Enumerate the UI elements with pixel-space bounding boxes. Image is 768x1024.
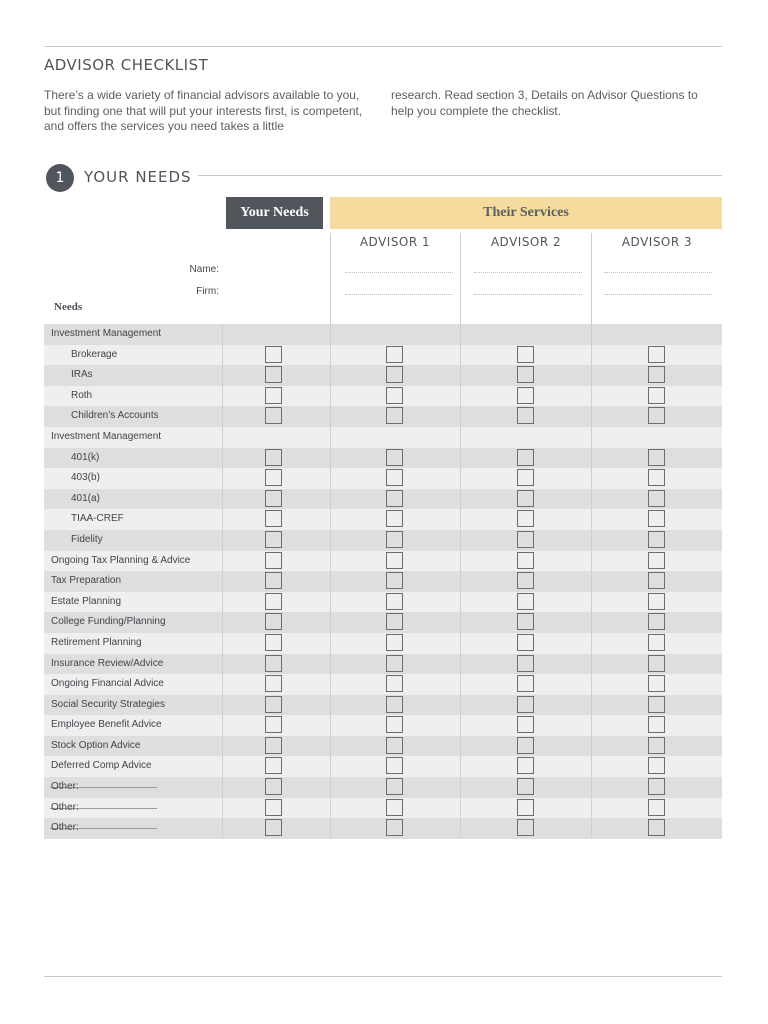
- your-needs-checkbox[interactable]: [265, 469, 282, 486]
- section-divider: [198, 175, 722, 176]
- advisor-1-checkbox[interactable]: [386, 696, 403, 713]
- table-row: [44, 736, 722, 757]
- row-label: Other:: [51, 822, 79, 834]
- name-label: Name:: [189, 264, 219, 275]
- table-row: [44, 386, 722, 407]
- your-needs-checkbox[interactable]: [265, 675, 282, 692]
- row-label: Other:: [51, 781, 79, 793]
- table-row: [44, 818, 722, 839]
- advisor-1-checkbox[interactable]: [386, 531, 403, 548]
- advisor-1-checkbox[interactable]: [386, 346, 403, 363]
- advisor-1-checkbox[interactable]: [386, 819, 403, 836]
- advisor-1-name-field[interactable]: [345, 272, 453, 273]
- your-needs-checkbox[interactable]: [265, 655, 282, 672]
- table-row: [44, 612, 722, 633]
- table-row: [44, 468, 722, 489]
- advisor-2-checkbox[interactable]: [517, 757, 534, 774]
- section-number-badge: 1: [46, 164, 74, 192]
- advisor-2-firm-field[interactable]: [474, 294, 582, 295]
- row-label: 401(a): [71, 492, 100, 504]
- advisor-2-checkbox[interactable]: [517, 469, 534, 486]
- advisor-3-checkbox[interactable]: [648, 675, 665, 692]
- your-needs-checkbox[interactable]: [265, 407, 282, 424]
- row-label: Insurance Review/Advice: [51, 657, 164, 669]
- advisor-3-checkbox[interactable]: [648, 593, 665, 610]
- advisor-2-checkbox[interactable]: [517, 675, 534, 692]
- row-label: Investment Management: [51, 430, 162, 442]
- advisor-2-checkbox[interactable]: [517, 593, 534, 610]
- row-label: College Funding/Planning: [51, 616, 166, 628]
- your-needs-checkbox[interactable]: [265, 613, 282, 630]
- advisor-1-checkbox[interactable]: [386, 572, 403, 589]
- top-rule: [44, 46, 722, 47]
- your-needs-checkbox[interactable]: [265, 531, 282, 548]
- column-divider: [222, 324, 223, 838]
- advisor-1-checkbox[interactable]: [386, 552, 403, 569]
- row-label: IRAs: [71, 369, 93, 381]
- their-services-header: Their Services: [330, 197, 722, 229]
- advisor-2-checkbox[interactable]: [517, 799, 534, 816]
- table-row: [44, 633, 722, 654]
- your-needs-checkbox[interactable]: [265, 778, 282, 795]
- advisor-3-checkbox[interactable]: [648, 572, 665, 589]
- row-label: Retirement Planning: [51, 636, 142, 648]
- row-label: Ongoing Financial Advice: [51, 678, 164, 690]
- row-label: 403(b): [71, 472, 100, 484]
- advisor-2-label: ADVISOR 2: [490, 235, 562, 249]
- advisor-3-checkbox[interactable]: [648, 613, 665, 630]
- advisor-2-checkbox[interactable]: [517, 572, 534, 589]
- row-label: Deferred Comp Advice: [51, 760, 152, 772]
- advisor-3-checkbox[interactable]: [648, 737, 665, 754]
- advisor-1-checkbox[interactable]: [386, 449, 403, 466]
- advisor-3-checkbox[interactable]: [648, 366, 665, 383]
- advisor-1-checkbox[interactable]: [386, 469, 403, 486]
- advisor-2-checkbox[interactable]: [517, 737, 534, 754]
- row-label: Fidelity: [71, 533, 103, 545]
- table-row: [44, 592, 722, 613]
- table-row: [44, 715, 722, 736]
- advisor-2-checkbox[interactable]: [517, 490, 534, 507]
- table-row: [44, 695, 722, 716]
- advisor-1-checkbox[interactable]: [386, 655, 403, 672]
- advisor-3-checkbox[interactable]: [648, 655, 665, 672]
- row-label: Roth: [71, 389, 93, 401]
- advisor-1-checkbox[interactable]: [386, 778, 403, 795]
- your-needs-checkbox[interactable]: [265, 799, 282, 816]
- your-needs-checkbox[interactable]: [265, 387, 282, 404]
- row-label: TIAA-CREF: [71, 513, 124, 525]
- advisor-2-checkbox[interactable]: [517, 552, 534, 569]
- advisor-2-name-field[interactable]: [474, 272, 582, 273]
- advisor-3-checkbox[interactable]: [648, 634, 665, 651]
- table-row: [44, 530, 722, 551]
- row-label: Children’s Accounts: [71, 410, 159, 422]
- table-row: [44, 798, 722, 819]
- advisor-1-label: ADVISOR 1: [359, 235, 431, 249]
- advisor-2-checkbox[interactable]: [517, 407, 534, 424]
- table-row: [44, 509, 722, 530]
- your-needs-checkbox[interactable]: [265, 819, 282, 836]
- advisor-1-checkbox[interactable]: [386, 675, 403, 692]
- table-row: [44, 551, 722, 572]
- row-label: Brokerage: [71, 348, 118, 360]
- table-row: [44, 406, 722, 427]
- section-title: YOUR NEEDS: [84, 168, 192, 186]
- row-label: Tax Preparation: [51, 575, 122, 587]
- row-label: 401(k): [71, 451, 100, 463]
- row-label: Investment Management: [51, 328, 162, 339]
- table-row: [44, 777, 722, 798]
- table-row: [44, 324, 722, 345]
- advisor-2-checkbox[interactable]: [517, 449, 534, 466]
- your-needs-checkbox[interactable]: [265, 449, 282, 466]
- advisor-3-checkbox[interactable]: [648, 407, 665, 424]
- advisor-3-checkbox[interactable]: [648, 531, 665, 548]
- row-label: Ongoing Tax Planning & Advice: [51, 554, 191, 566]
- table-row: [44, 674, 722, 695]
- advisor-1-firm-field[interactable]: [345, 294, 453, 295]
- table-row: [44, 448, 722, 469]
- row-label: Estate Planning: [51, 595, 122, 607]
- advisor-1-checkbox[interactable]: [386, 366, 403, 383]
- advisor-3-checkbox[interactable]: [648, 387, 665, 404]
- your-needs-checkbox[interactable]: [265, 552, 282, 569]
- table-row: [44, 345, 722, 366]
- advisor-2-checkbox[interactable]: [517, 510, 534, 527]
- advisor-2-checkbox[interactable]: [517, 655, 534, 672]
- advisor-1-checkbox[interactable]: [386, 407, 403, 424]
- advisor-1-checkbox[interactable]: [386, 387, 403, 404]
- advisor-2-checkbox[interactable]: [517, 387, 534, 404]
- your-needs-header: Your Needs: [226, 197, 323, 229]
- your-needs-checkbox[interactable]: [265, 510, 282, 527]
- advisor-2-checkbox[interactable]: [517, 778, 534, 795]
- advisor-2-checkbox[interactable]: [517, 819, 534, 836]
- your-needs-checkbox[interactable]: [265, 757, 282, 774]
- row-label: Stock Option Advice: [51, 739, 141, 751]
- advisor-3-checkbox[interactable]: [648, 449, 665, 466]
- table-row: [44, 756, 722, 777]
- advisor-3-checkbox[interactable]: [648, 819, 665, 836]
- row-label: Social Security Strategies: [51, 698, 165, 710]
- advisor-3-checkbox[interactable]: [648, 799, 665, 816]
- your-needs-checkbox[interactable]: [265, 634, 282, 651]
- table-row: [44, 365, 722, 386]
- advisor-3-checkbox[interactable]: [648, 757, 665, 774]
- your-needs-checkbox[interactable]: [265, 696, 282, 713]
- advisor-2-checkbox[interactable]: [517, 613, 534, 630]
- advisor-2-checkbox[interactable]: [517, 634, 534, 651]
- bottom-rule: [44, 976, 722, 977]
- advisor-3-checkbox[interactable]: [648, 490, 665, 507]
- advisor-1-checkbox[interactable]: [386, 634, 403, 651]
- advisor-2-checkbox[interactable]: [517, 531, 534, 548]
- advisor-2-checkbox[interactable]: [517, 346, 534, 363]
- advisor-1-checkbox[interactable]: [386, 593, 403, 610]
- column-divider: [330, 233, 331, 838]
- your-needs-checkbox[interactable]: [265, 366, 282, 383]
- your-needs-checkbox[interactable]: [265, 490, 282, 507]
- your-needs-checkbox[interactable]: [265, 737, 282, 754]
- table-row: [44, 571, 722, 592]
- advisor-2-checkbox[interactable]: [517, 696, 534, 713]
- column-divider: [591, 233, 592, 838]
- advisor-3-checkbox[interactable]: [648, 716, 665, 733]
- advisor-3-checkbox[interactable]: [648, 552, 665, 569]
- advisor-1-checkbox[interactable]: [386, 757, 403, 774]
- firm-label: Firm:: [196, 286, 219, 297]
- advisor-3-checkbox[interactable]: [648, 696, 665, 713]
- your-needs-checkbox[interactable]: [265, 716, 282, 733]
- advisor-2-checkbox[interactable]: [517, 366, 534, 383]
- advisor-1-checkbox[interactable]: [386, 799, 403, 816]
- advisor-1-checkbox[interactable]: [386, 716, 403, 733]
- table-row: [44, 654, 722, 675]
- advisor-3-firm-field[interactable]: [604, 294, 712, 295]
- needs-column-label: Needs: [54, 301, 83, 313]
- row-label: Employee Benefit Advice: [51, 719, 162, 731]
- advisor-1-checkbox[interactable]: [386, 613, 403, 630]
- your-needs-checkbox[interactable]: [265, 572, 282, 589]
- your-needs-checkbox[interactable]: [265, 593, 282, 610]
- column-divider: [460, 233, 461, 838]
- row-label: Other:: [51, 801, 79, 813]
- table-row: [44, 489, 722, 510]
- intro-left: There’s a wide variety of financial advisors available to you, but finding one that will put your interests first, is competent, and offers the services you need takes a little: [44, 88, 363, 133]
- intro-right: research. Read section 3, Details on Advisor Questions to help you complete the checklist.: [391, 88, 698, 118]
- advisor-1-checkbox[interactable]: [386, 737, 403, 754]
- advisor-3-checkbox[interactable]: [648, 469, 665, 486]
- section-header: [46, 164, 722, 192]
- needs-table: [44, 324, 722, 839]
- advisor-3-name-field[interactable]: [604, 272, 712, 273]
- advisor-1-checkbox[interactable]: [386, 510, 403, 527]
- advisor-3-checkbox[interactable]: [648, 778, 665, 795]
- advisor-3-label: ADVISOR 3: [621, 235, 693, 249]
- advisor-1-checkbox[interactable]: [386, 490, 403, 507]
- your-needs-checkbox[interactable]: [265, 346, 282, 363]
- table-row: [44, 427, 722, 448]
- advisor-3-checkbox[interactable]: [648, 510, 665, 527]
- advisor-2-checkbox[interactable]: [517, 716, 534, 733]
- page-title: ADVISOR CHECKLIST: [44, 56, 209, 74]
- advisor-3-checkbox[interactable]: [648, 346, 665, 363]
